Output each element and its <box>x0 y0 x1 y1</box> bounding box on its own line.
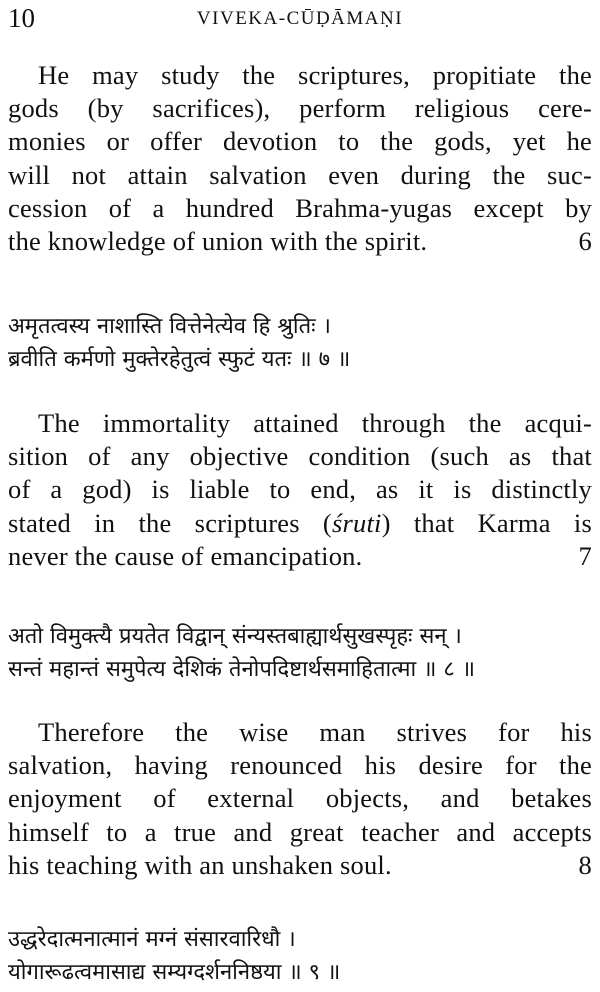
sanskrit-verse-7 <box>8 310 592 376</box>
translation-verse-8 <box>8 716 592 882</box>
text-line-last <box>8 849 592 882</box>
sanskrit-line: अमृतत्वस्य नाशास्ति वित्तेनेत्येव हि श्रुतिः । <box>8 314 331 339</box>
text-line: enjoyment of external objects, and betakes <box>8 783 592 814</box>
text-line: his teaching with an unshaken soul. <box>8 849 392 880</box>
sanskrit-line: उद्धरेदात्मनात्मानं मग्नं संसारवारिधौ । <box>8 927 296 952</box>
text-line: the knowledge of union with the spirit. <box>8 225 428 256</box>
text-line: of a god) is liable to end, as it is distinctly <box>8 474 592 505</box>
text-line-last <box>8 225 592 258</box>
verse-number: 8 <box>578 849 592 880</box>
sanskrit-line: योगारूढत्वमासाद्य सम्यग्दर्शननिष्ठया ॥ ९ ॥ <box>8 960 341 985</box>
sanskrit-line: अतो विमुक्त्यै प्रयतेत विद्वान् संन्यस्तबाह्यार्थसुखस्पृहः सन् । <box>8 624 462 649</box>
text-line: gods (by sacrifices), perform religious cere- <box>8 93 592 124</box>
text-line: cession of a hundred Brahma-yugas except by <box>8 192 592 223</box>
sanskrit-line: सन्तं महान्तं समुपेत्य देशिकं तेनोपदिष्टार्थसमाहितात्मा ॥ ८ ॥ <box>8 657 475 682</box>
running-head <box>8 4 592 32</box>
translation-verse-6 <box>8 59 592 258</box>
sanskrit-verse-9 <box>8 923 592 989</box>
text-line: will not attain salvation even during the suc- <box>8 159 592 190</box>
text-line: The immortality attained through the acqui- <box>38 408 592 438</box>
text-line: himself to a true and great teacher and accepts <box>8 816 592 847</box>
text-line: monies or offer devotion to the gods, yet he <box>8 126 592 157</box>
sanskrit-line: ब्रवीति कर्मणो मुक्तेरहेतुत्वं स्फुटं यतः ॥ ७ ॥ <box>8 347 351 372</box>
verse-number: 6 <box>578 225 592 256</box>
text-line: He may study the scriptures, propitiate the <box>38 60 592 90</box>
text-line: salvation, having renounced his desire for the <box>8 750 592 781</box>
book-title: VIVEKA-CŪḌĀMAṆI <box>196 8 404 29</box>
text-line: never the cause of emancipation. <box>8 540 363 571</box>
text-line: sition of any objective condition (such as that <box>8 441 592 472</box>
page-number: 10 <box>8 3 35 33</box>
verse-number: 7 <box>578 540 592 571</box>
sanskrit-verse-8 <box>8 620 592 686</box>
translation-verse-7 <box>8 407 592 573</box>
text-line: Therefore the wise man strives for his <box>38 717 592 747</box>
text-line-last <box>8 540 592 573</box>
text-line: stated in the scriptures (śruti) that Karma is <box>8 507 592 538</box>
